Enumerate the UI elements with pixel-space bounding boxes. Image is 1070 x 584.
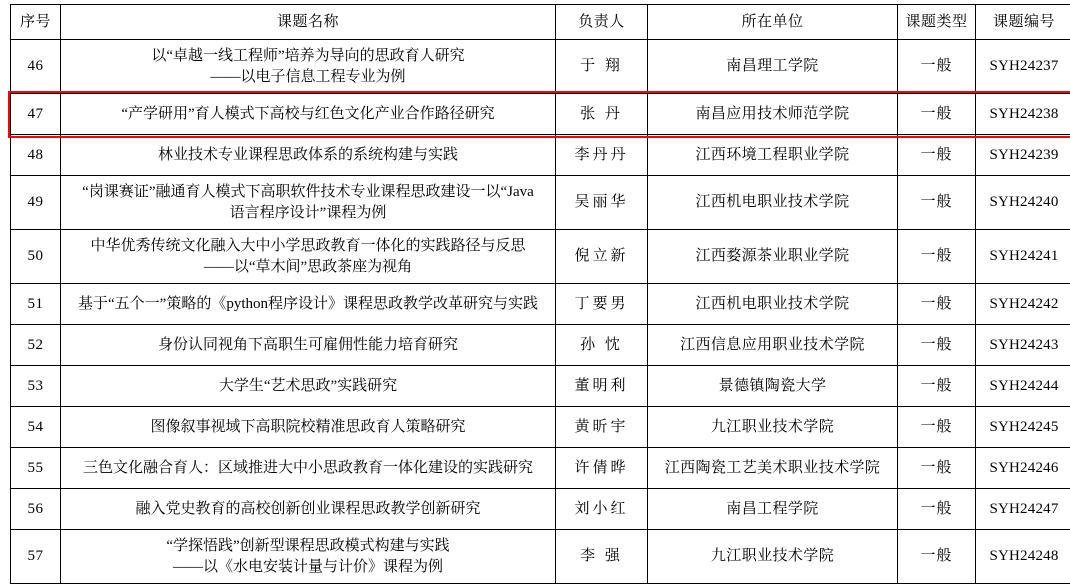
table-row [11,407,1070,448]
title-line-2: ——以“草木间”思政茶座为视角 [64,257,552,277]
cell-owner: 董明利 [556,366,648,407]
cell-unit: 景德镇陶瓷大学 [648,366,898,407]
cell-seq: 53 [11,366,61,407]
cell-type: 一般 [898,407,976,448]
cell-code: SYH24245 [976,407,1070,448]
cell-seq: 54 [11,407,61,448]
cell-code: SYH24242 [976,284,1070,325]
column-header-seq: 序号 [11,5,61,40]
cell-seq: 57 [11,530,61,584]
cell-owner: 倪立新 [556,230,648,284]
table-row [11,489,1070,530]
table-row [11,135,1070,176]
cell-type: 一般 [898,94,976,135]
table-header [11,5,1070,40]
cell-type: 一般 [898,135,976,176]
cell-seq: 48 [11,135,61,176]
title-line-1: 中华优秀传统文化融入大中小学思政教育一体化的实践路径与反思 [64,236,552,256]
table-row-highlighted [11,94,1070,135]
table-row [11,176,1070,230]
cell-seq: 47 [11,94,61,135]
cell-title: 基于“五个一”策略的《python程序设计》课程思政教学改革研究与实践 [61,284,556,325]
cell-type: 一般 [898,325,976,366]
cell-unit: 南昌理工学院 [648,40,898,94]
cell-code: SYH24239 [976,135,1070,176]
cell-title [61,530,556,584]
cell-type: 一般 [898,284,976,325]
cell-seq: 52 [11,325,61,366]
cell-unit: 江西婺源茶业职业学院 [648,230,898,284]
cell-code: SYH24241 [976,230,1070,284]
table-row [11,325,1070,366]
title-line-2: 语言程序设计”课程为例 [64,203,552,223]
cell-code: SYH24247 [976,489,1070,530]
cell-code: SYH24237 [976,40,1070,94]
cell-code: SYH24246 [976,448,1070,489]
cell-title: 身份认同视角下高职生可雇佣性能力培育研究 [61,325,556,366]
cell-owner: 于 翔 [556,40,648,94]
cell-title: 三色文化融合育人：区域推进大中小思政教育一体化建设的实践研究 [61,448,556,489]
cell-code: SYH24238 [976,94,1070,135]
cell-title: “产学研用”育人模式下高校与红色文化产业合作路径研究 [61,94,556,135]
cell-code: SYH24240 [976,176,1070,230]
cell-owner: 丁要男 [556,284,648,325]
cell-type: 一般 [898,230,976,284]
cell-seq: 56 [11,489,61,530]
title-line-2: ——以《水电安装计量与计价》课程为例 [64,557,552,577]
cell-title: 大学生“艺术思政”实践研究 [61,366,556,407]
cell-code: SYH24244 [976,366,1070,407]
cell-title [61,40,556,94]
title-line-1: “岗课赛证”融通育人模式下高职软件技术专业课程思政建设一以“Java [64,182,552,202]
cell-type: 一般 [898,40,976,94]
column-header-title: 课题名称 [61,5,556,40]
cell-title [61,176,556,230]
project-table [10,4,1070,584]
cell-owner: 许倩晔 [556,448,648,489]
cell-owner: 李 强 [556,530,648,584]
cell-code: SYH24248 [976,530,1070,584]
title-line-1: 以“卓越一线工程师”培养为导向的思政育人研究 [64,46,552,66]
cell-seq: 55 [11,448,61,489]
table-row [11,230,1070,284]
cell-title: 融入党史教育的高校创新创业课程思政教学创新研究 [61,489,556,530]
column-header-type: 课题类型 [898,5,976,40]
cell-unit: 南昌应用技术师范学院 [648,94,898,135]
cell-title: 林业技术专业课程思政体系的系统构建与实践 [61,135,556,176]
column-header-code: 课题编号 [976,5,1070,40]
column-header-unit: 所在单位 [648,5,898,40]
cell-owner: 李丹丹 [556,135,648,176]
cell-owner: 张 丹 [556,94,648,135]
cell-owner: 黄昕宇 [556,407,648,448]
cell-title: 图像叙事视域下高职院校精准思政育人策略研究 [61,407,556,448]
cell-type: 一般 [898,530,976,584]
cell-unit: 江西陶瓷工艺美术职业技术学院 [648,448,898,489]
cell-title [61,230,556,284]
cell-unit: 江西信息应用职业技术学院 [648,325,898,366]
cell-type: 一般 [898,489,976,530]
cell-unit: 南昌工程学院 [648,489,898,530]
cell-seq: 51 [11,284,61,325]
table-row [11,284,1070,325]
cell-seq: 50 [11,230,61,284]
cell-type: 一般 [898,176,976,230]
cell-owner: 刘小红 [556,489,648,530]
cell-owner: 吴丽华 [556,176,648,230]
cell-type: 一般 [898,366,976,407]
cell-unit: 江西环境工程职业学院 [648,135,898,176]
table-body [11,40,1070,584]
table-header-row [11,5,1070,40]
cell-seq: 46 [11,40,61,94]
title-line-2: ——以电子信息工程专业为例 [64,67,552,87]
cell-unit: 九江职业技术学院 [648,407,898,448]
cell-unit: 江西机电职业技术学院 [648,284,898,325]
cell-unit: 江西机电职业技术学院 [648,176,898,230]
cell-seq: 49 [11,176,61,230]
table-row [11,40,1070,94]
table-row [11,448,1070,489]
cell-unit: 九江职业技术学院 [648,530,898,584]
column-header-owner: 负责人 [556,5,648,40]
cell-code: SYH24243 [976,325,1070,366]
table-row [11,366,1070,407]
cell-owner: 孙 忱 [556,325,648,366]
title-line-1: “学探悟践”创新型课程思政模式构建与实践 [64,536,552,556]
table-row [11,530,1070,584]
cell-type: 一般 [898,448,976,489]
